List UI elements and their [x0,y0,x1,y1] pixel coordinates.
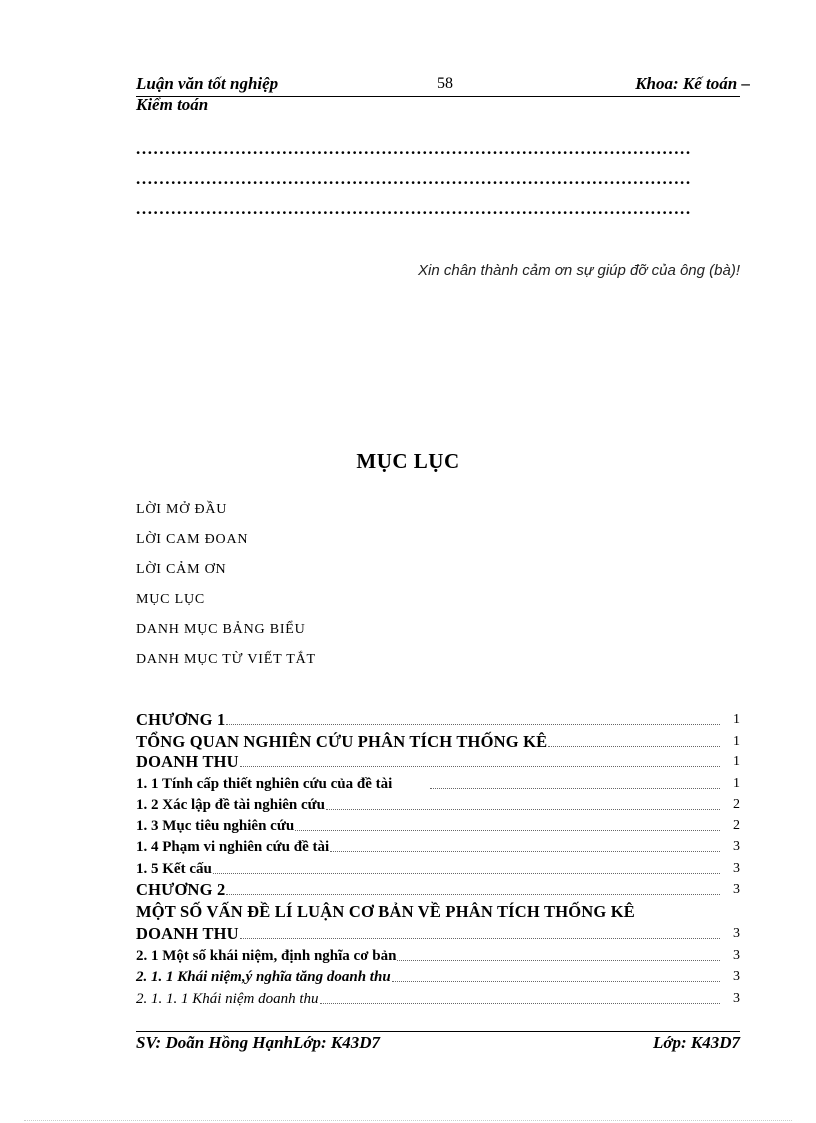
toc-leader [430,788,720,789]
header-rule [136,96,740,97]
toc-leader [295,830,720,831]
toc-entry-page: 3 [733,839,740,854]
toc-entry-text: 1. 4 Phạm vi nghiên cứu đề tài [136,839,330,855]
toc-leader [320,1003,721,1004]
toc-preface-item: DANH MỤC TỪ VIẾT TẮT [136,652,316,667]
footer-right: Lớp: K43D7 [652,1033,740,1052]
dotted-line-3: ............................................................................................... [136,199,692,218]
toc-entry-page: 3 [733,948,740,963]
toc-entry-text: DOANH THU [136,924,239,943]
toc-preface-item: LỜI MỞ ĐẦU [136,502,228,517]
dotted-line-1: ............................................................................................... [136,139,692,158]
toc-entry-page: 3 [733,969,740,984]
page-boundary [24,1120,792,1121]
toc-leader [226,894,720,895]
toc-entry-page: 3 [733,882,740,897]
toc-entry [136,947,740,965]
toc-leader [548,746,720,747]
toc-entry [136,838,740,856]
toc-leader [326,809,720,810]
toc-entry-text: DOANH THU [136,752,239,771]
toc-entry-text: MỘT SỐ VẤN ĐỀ LÍ LUẬN CƠ BẢN VỀ PHÂN TÍCH THỐNG KÊ [136,902,635,921]
toc-entry-page: 3 [733,991,740,1006]
header-continuation: Kiểm toán [136,95,209,114]
toc-leader [392,981,720,982]
toc-preface-item: LỜI CẢM ƠN [136,562,227,577]
toc-entry [136,881,740,899]
toc-entry [136,925,740,943]
toc-entry [136,796,740,814]
toc-entry [136,990,740,1008]
toc-entry-text: TỔNG QUAN NGHIÊN CỨU PHÂN TÍCH THỐNG KÊ [136,732,548,751]
toc-entry-text: 2. 1. 1. 1 Khái niệm doanh thu [136,991,319,1007]
toc-entry-text: CHƯƠNG 2 [136,880,226,899]
toc-entry-page: 1 [733,776,740,791]
dotted-line-2: ............................................................................................... [136,169,692,188]
toc-entry [136,775,740,793]
toc-entry-page: 1 [733,712,740,727]
toc-entry [136,733,740,751]
toc-entry [136,817,740,835]
toc-preface-item: MỤC LỤC [136,592,205,607]
toc-leader [397,960,720,961]
toc-entry [136,711,740,729]
toc-entry-text: 2. 1. 1 Khái niệm,ý nghĩa tăng doanh thu [136,969,391,985]
toc-entry-text: 1. 1 Tính cấp thiết nghiên cứu của đề tài [136,776,393,792]
toc-entry-page: 1 [733,754,740,769]
header-left: Luận văn tốt nghiệp [136,74,279,93]
toc-entry-text: 1. 3 Mục tiêu nghiên cứu [136,818,295,834]
toc-preface-item: LỜI CAM ĐOAN [136,532,249,547]
toc-leader [226,724,720,725]
toc-entry-text: CHƯƠNG 1 [136,710,226,729]
toc-leader [330,851,720,852]
toc-entry-text: 1. 5 Kết cấu [136,861,212,877]
toc-leader [240,766,720,767]
toc-entry-text: 2. 1 Một số khái niệm, định nghĩa cơ bản [136,948,397,964]
toc-entry [136,860,740,878]
toc-preface-item: DANH MỤC BẢNG BIỂU [136,622,306,637]
toc-entry-page: 3 [733,861,740,876]
toc-entry-page: 1 [733,734,740,749]
toc-entry [136,903,740,921]
toc-entry-page: 3 [733,926,740,941]
toc-leader [240,938,720,939]
toc-leader [213,873,720,874]
footer-left: SV: Doãn Hồng HạnhLớp: K43D7 [136,1033,381,1052]
thanks-note: Xin chân thành cảm ơn sự giúp đỡ của ông (bà)! [418,262,740,279]
toc-entry-page: 2 [733,797,740,812]
toc-entry [136,753,740,771]
toc-entry [136,968,740,986]
toc-entry-text: 1. 2 Xác lập đề tài nghiên cứu [136,797,326,813]
toc-entry-page: 2 [733,818,740,833]
page-number: 58 [437,75,453,92]
header-right: Khoa: Kế toán – [635,74,750,93]
footer-rule [136,1031,740,1032]
toc-title: MỤC LỤC [356,449,460,473]
